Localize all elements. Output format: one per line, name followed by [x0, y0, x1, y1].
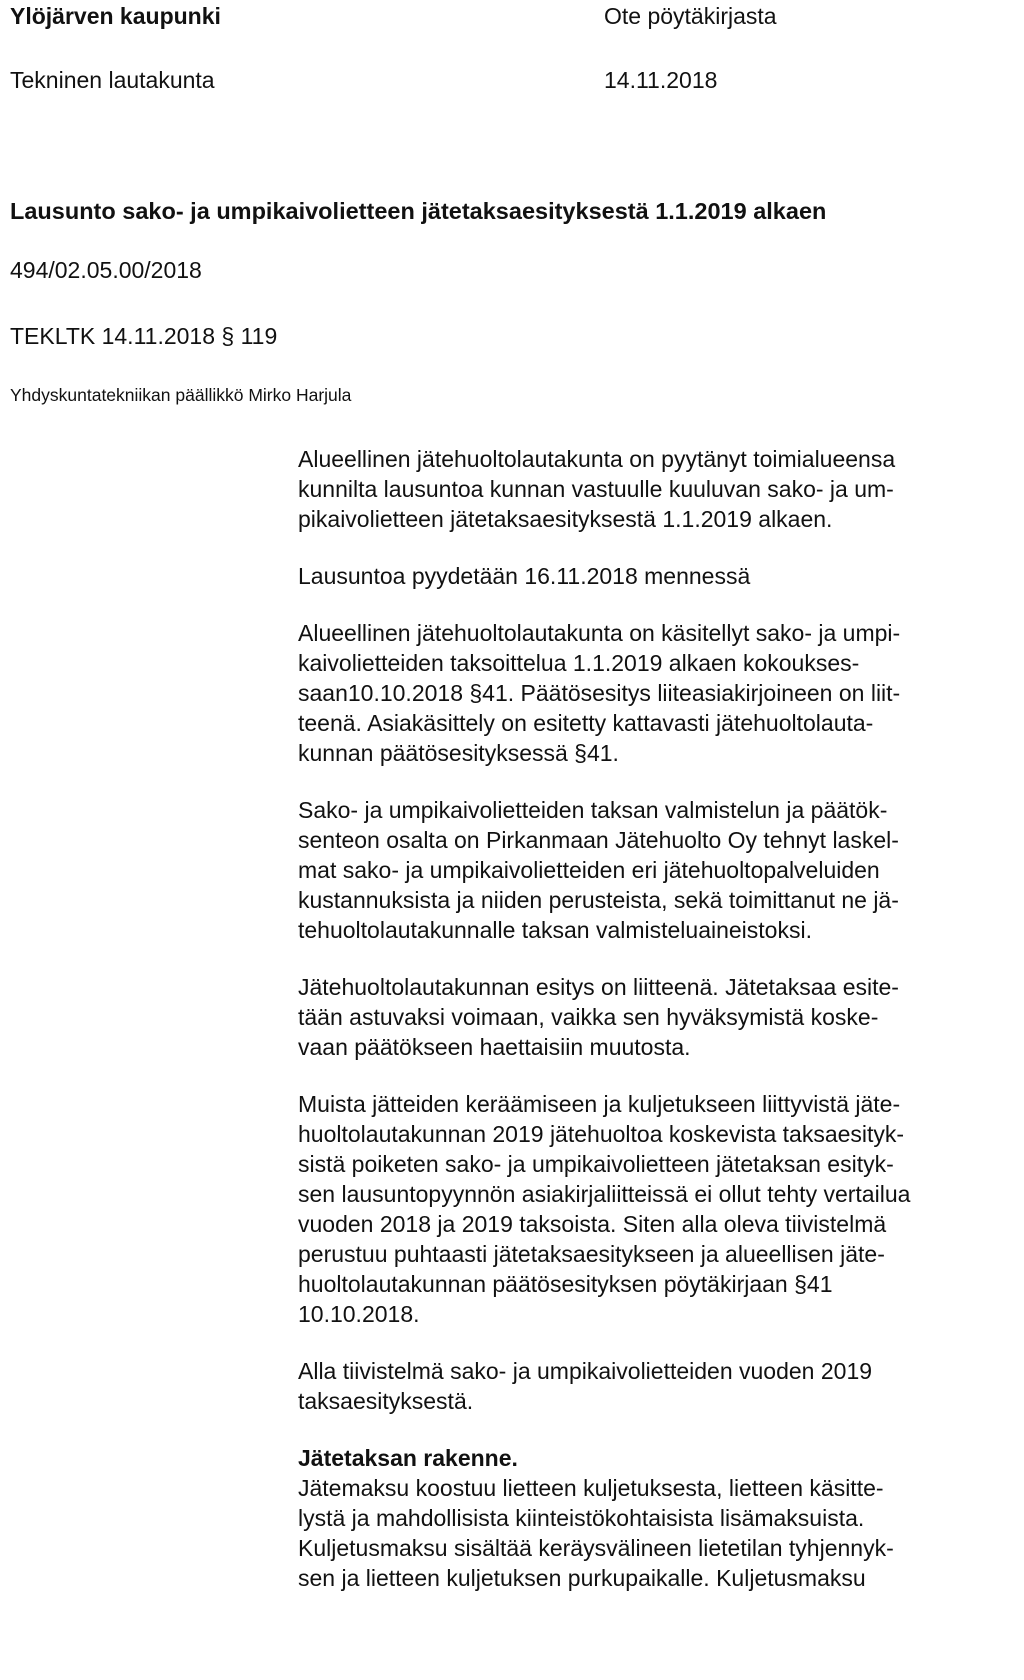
paragraph: [298, 1356, 1024, 1416]
preparer: Yhdyskuntatekniikan päällikkö Mirko Harjula: [10, 385, 352, 405]
text-line: Muista jätteiden keräämiseen ja kuljetukseen liittyvistä jäte-: [298, 1091, 901, 1117]
organization-name: Ylöjärven kaupunki: [10, 3, 221, 29]
text-line: Kuljetusmaksu sisältää keräysvälineen lietetilan tyhjennyk-: [298, 1535, 894, 1561]
text-line: Jätehuoltolautakunnan esitys on liitteenä. Jätetaksaa esite-: [298, 974, 899, 1000]
text-line: Sako- ja umpikaivolietteiden taksan valmistelun ja päätök-: [298, 797, 888, 823]
text-line: tehuoltolautakunnalle taksan valmisteluaineistoksi.: [298, 917, 812, 943]
text-line: kunnan päätösesityksessä §41.: [298, 740, 619, 766]
paragraph: [298, 561, 1024, 591]
text-line: perustuu puhtaasti jätetaksaesitykseen ja alueellisen jäte-: [298, 1241, 885, 1267]
session-reference: TEKLTK 14.11.2018 § 119: [10, 323, 278, 349]
text-line: pikaivolietteen jätetaksaesityksestä 1.1.2019 alkaen.: [298, 506, 833, 532]
text-line: Alueellinen jätehuoltolautakunta on pyytänyt toimialueensa: [298, 446, 896, 472]
paragraph-structure: [298, 1443, 1024, 1593]
text-line: mat sako- ja umpikaivolietteiden eri jätehuoltopalveluiden: [298, 857, 880, 883]
text-line: kustannuksista ja niiden perusteista, sekä toimittanut ne jä-: [298, 887, 899, 913]
text-line: kaivolietteiden taksoittelua 1.1.2019 alkaen kokoukses-: [298, 650, 860, 676]
text-line: tään astuvaksi voimaan, vaikka sen hyväksymistä koske-: [298, 1004, 879, 1030]
meeting-date: 14.11.2018: [604, 67, 718, 93]
paragraph: [298, 1089, 1024, 1329]
text-line: vuoden 2018 ja 2019 taksoista. Siten alla oleva tiivistelmä: [298, 1211, 887, 1237]
paragraph: [298, 618, 1024, 768]
paragraph: [298, 444, 1024, 534]
header-right: [604, 2, 984, 94]
text-line: sistä poiketen sako- ja umpikaivolietteen jätetaksan esityk-: [298, 1151, 894, 1177]
text-line: Jätemaksu koostuu lietteen kuljetuksesta, lietteen käsitte-: [298, 1475, 884, 1501]
document-type: Ote pöytäkirjasta: [604, 3, 777, 29]
text-line: huoltolautakunnan päätösesityksen pöytäkirjaan §41: [298, 1271, 833, 1297]
text-line: Alla tiivistelmä sako- ja umpikaivolietteiden vuoden 2019: [298, 1358, 873, 1384]
text-line: kunnilta lausuntoa kunnan vastuulle kuuluvan sako- ja um-: [298, 476, 894, 502]
text-line: Alueellinen jätehuoltolautakunta on käsitellyt sako- ja umpi-: [298, 620, 901, 646]
text-line: huoltolautakunnan 2019 jätehuoltoa koskevista taksaesityk-: [298, 1121, 905, 1147]
header-left: [10, 2, 310, 94]
text-line: lystä ja mahdollisista kiinteistökohtaisista lisämaksuista.: [298, 1505, 865, 1531]
paragraph: [298, 795, 1024, 945]
text-line: taksaesityksestä.: [298, 1388, 474, 1414]
text-line: sen lausuntopyynnön asiakirjaliitteissä ei ollut tehty vertailua: [298, 1181, 911, 1207]
paragraph: [298, 972, 1024, 1062]
diary-number: 494/02.05.00/2018: [10, 257, 202, 283]
text-line: senteon osalta on Pirkanmaan Jätehuolto Oy tehnyt laskel-: [298, 827, 899, 853]
text-line: Lausuntoa pyydetään 16.11.2018 mennessä: [298, 563, 751, 589]
committee-name: Tekninen lautakunta: [10, 67, 215, 93]
text-line: teenä. Asiakäsittely on esitetty kattavasti jätehuoltolauta-: [298, 710, 874, 736]
section-subheading: Jätetaksan rakenne.: [298, 1445, 518, 1471]
text-line: saan10.10.2018 §41. Päätösesitys liiteasiakirjoineen on liit-: [298, 680, 901, 706]
item-title: Lausunto sako- ja umpikaivolietteen jätetaksaesityksestä 1.1.2019 alkaen: [10, 198, 827, 224]
document-body: [298, 444, 1024, 1593]
text-line: vaan päätökseen haettaisiin muutosta.: [298, 1034, 691, 1060]
text-line: 10.10.2018.: [298, 1301, 420, 1327]
text-line: sen ja lietteen kuljetuksen purkupaikalle. Kuljetusmaksu: [298, 1565, 866, 1591]
